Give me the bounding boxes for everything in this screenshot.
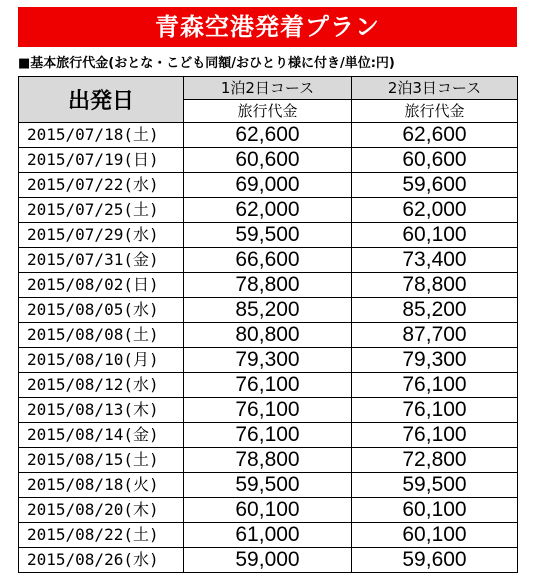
departure-date-cell: 2015/08/15(土) bbox=[19, 448, 184, 473]
table-row bbox=[19, 448, 518, 473]
fare-2night-cell: 76,100 bbox=[352, 373, 518, 398]
fare-2night-cell: 60,100 bbox=[352, 223, 518, 248]
departure-date-cell: 2015/07/25(土) bbox=[19, 198, 184, 223]
departure-date-cell: 2015/08/18(火) bbox=[19, 473, 184, 498]
table-row bbox=[19, 423, 518, 448]
departure-date-cell: 2015/08/05(水) bbox=[19, 298, 184, 323]
table-row bbox=[19, 148, 518, 173]
fare-2night-cell: 73,400 bbox=[352, 248, 518, 273]
fare-2night-cell: 60,600 bbox=[352, 148, 518, 173]
fare-1night-cell: 76,100 bbox=[184, 423, 352, 448]
departure-date-cell: 2015/08/13(木) bbox=[19, 398, 184, 423]
table-row bbox=[19, 323, 518, 348]
fare-2night-cell: 76,100 bbox=[352, 398, 518, 423]
fare-2night-cell: 60,100 bbox=[352, 498, 518, 523]
fare-2night-cell: 59,600 bbox=[352, 173, 518, 198]
departure-date-cell: 2015/08/26(水) bbox=[19, 548, 184, 573]
departure-date-cell: 2015/08/10(月) bbox=[19, 348, 184, 373]
table-row bbox=[19, 248, 518, 273]
fare-1night-cell: 60,100 bbox=[184, 498, 352, 523]
fare-2night-cell: 78,800 bbox=[352, 273, 518, 298]
departure-date-cell: 2015/07/19(日) bbox=[19, 148, 184, 173]
fare-2night-cell: 59,600 bbox=[352, 548, 518, 573]
table-row bbox=[19, 498, 518, 523]
fare-1night-cell: 76,100 bbox=[184, 373, 352, 398]
table-row bbox=[19, 398, 518, 423]
departure-date-cell: 2015/07/31(金) bbox=[19, 248, 184, 273]
fare-1night-cell: 78,800 bbox=[184, 448, 352, 473]
table-row bbox=[19, 123, 518, 148]
fare-2night-cell: 72,800 bbox=[352, 448, 518, 473]
fare-1night-cell: 80,800 bbox=[184, 323, 352, 348]
table-row bbox=[19, 548, 518, 573]
departure-date-cell: 2015/08/08(土) bbox=[19, 323, 184, 348]
table-row bbox=[19, 273, 518, 298]
fare-1night-cell: 61,000 bbox=[184, 523, 352, 548]
table-row bbox=[19, 223, 518, 248]
departure-date-cell: 2015/08/12(水) bbox=[19, 373, 184, 398]
table-row bbox=[19, 173, 518, 198]
departure-date-cell: 2015/07/22(水) bbox=[19, 173, 184, 198]
fare-2night-cell: 79,300 bbox=[352, 348, 518, 373]
table-row bbox=[19, 198, 518, 223]
fare-2night-cell: 62,600 bbox=[352, 123, 518, 148]
fare-2night-cell: 85,200 bbox=[352, 298, 518, 323]
fare-1night-cell: 76,100 bbox=[184, 398, 352, 423]
table-row bbox=[19, 298, 518, 323]
fare-1night-cell: 59,500 bbox=[184, 223, 352, 248]
header-departure-date: 出発日 bbox=[19, 77, 184, 123]
fare-table-body bbox=[19, 123, 518, 573]
header-fare-1night: 旅行代金 bbox=[184, 100, 352, 123]
fare-2night-cell: 59,500 bbox=[352, 473, 518, 498]
departure-date-cell: 2015/07/29(水) bbox=[19, 223, 184, 248]
fare-1night-cell: 62,000 bbox=[184, 198, 352, 223]
table-row bbox=[19, 373, 518, 398]
departure-date-cell: 2015/08/20(木) bbox=[19, 498, 184, 523]
departure-date-cell: 2015/07/18(土) bbox=[19, 123, 184, 148]
fare-2night-cell: 76,100 bbox=[352, 423, 518, 448]
fare-1night-cell: 85,200 bbox=[184, 298, 352, 323]
header-course-2night: 2泊3日コース bbox=[352, 77, 518, 100]
fare-table-caption: ■基本旅行代金(おとな・こども同額/おひとり様に付き/単位:円) bbox=[18, 56, 395, 71]
fare-1night-cell: 78,800 bbox=[184, 273, 352, 298]
header-fare-2night: 旅行代金 bbox=[352, 100, 518, 123]
fare-1night-cell: 59,500 bbox=[184, 473, 352, 498]
plan-title-banner: 青森空港発着プラン bbox=[18, 7, 517, 47]
fare-1night-cell: 60,600 bbox=[184, 148, 352, 173]
header-course-1night: 1泊2日コース bbox=[184, 77, 352, 100]
fare-2night-cell: 62,000 bbox=[352, 198, 518, 223]
departure-date-cell: 2015/08/02(日) bbox=[19, 273, 184, 298]
fare-2night-cell: 87,700 bbox=[352, 323, 518, 348]
departure-date-cell: 2015/08/22(土) bbox=[19, 523, 184, 548]
fare-1night-cell: 66,600 bbox=[184, 248, 352, 273]
fare-table bbox=[18, 76, 518, 573]
fare-1night-cell: 79,300 bbox=[184, 348, 352, 373]
fare-1night-cell: 59,000 bbox=[184, 548, 352, 573]
departure-date-cell: 2015/08/14(金) bbox=[19, 423, 184, 448]
fare-2night-cell: 60,100 bbox=[352, 523, 518, 548]
table-row bbox=[19, 523, 518, 548]
table-row bbox=[19, 473, 518, 498]
fare-1night-cell: 69,000 bbox=[184, 173, 352, 198]
fare-1night-cell: 62,600 bbox=[184, 123, 352, 148]
table-row bbox=[19, 348, 518, 373]
